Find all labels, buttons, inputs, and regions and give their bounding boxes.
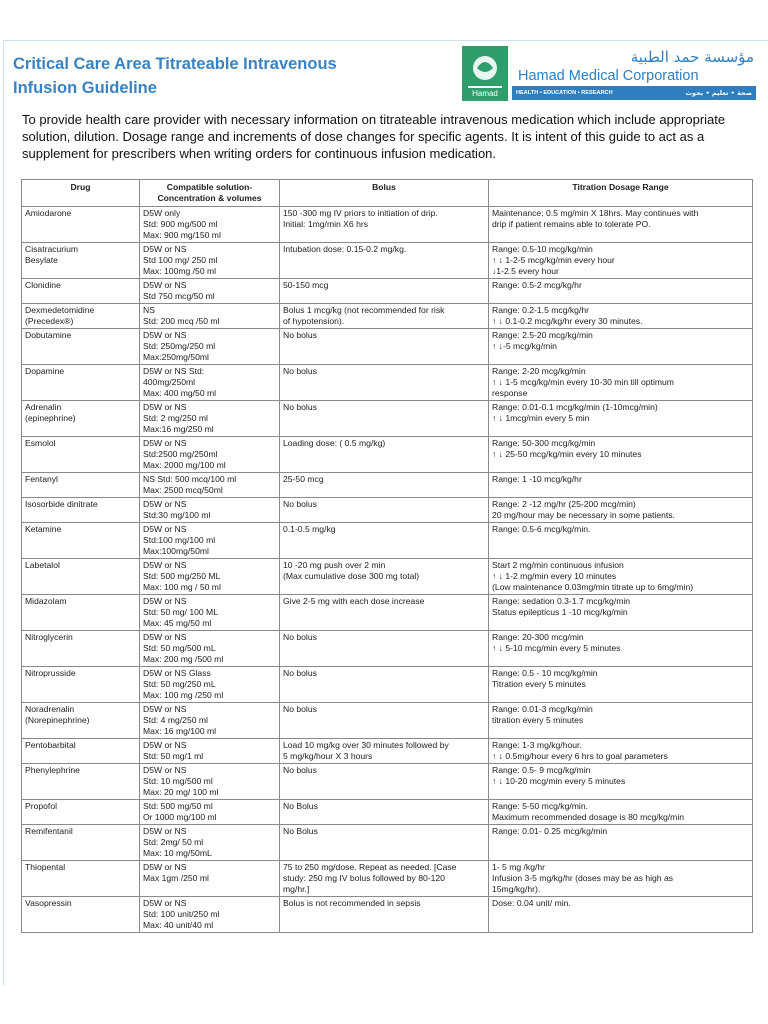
bolus-line: 50-150 mcg (283, 280, 329, 290)
bolus-line: 10 -20 mg push over 2 min (283, 560, 386, 570)
table-row (22, 329, 753, 365)
drug-cell (22, 437, 140, 473)
drug-line: (Precedex®) (25, 316, 74, 326)
solution-line: D5W or NS (143, 438, 187, 448)
titration-line: Start 2 mg/min continuous infusion (492, 560, 624, 570)
bolus-cell (280, 739, 489, 764)
titration-cell (489, 800, 753, 825)
titration-line: Range: 0.5-6 mcg/kg/min. (492, 524, 591, 534)
titration-cell (489, 764, 753, 800)
solution-line: Max: 16 mg/100 ml (143, 726, 217, 736)
bolus-cell (280, 437, 489, 473)
bolus-line: No bolus (283, 366, 317, 376)
solution-cell (140, 800, 280, 825)
titration-line: Range: 0.5-2 mcg/kg/hr (492, 280, 582, 290)
solution-line: Std: 500 mg/50 ml (143, 801, 213, 811)
infusion-table (21, 179, 753, 933)
solution-line: Max: 2500 mcq/50ml (143, 485, 223, 495)
titration-cell (489, 473, 753, 498)
logo-english-name: Hamad Medical Corporation (518, 68, 699, 84)
titration-cell (489, 365, 753, 401)
titration-line: Status epilepticus 1 -10 mcg/kg/min (492, 607, 628, 617)
solution-line: D5W or NS Std: (143, 366, 205, 376)
drug-line: Noradrenalin (25, 704, 75, 714)
table-body (22, 207, 753, 933)
header-bolus: Bolus (280, 180, 489, 207)
bolus-line: No bolus (283, 632, 317, 642)
drug-line: Remifentanil (25, 826, 73, 836)
solution-line: NS Std: 500 mcq/100 ml (143, 474, 237, 484)
bolus-line: study: 250 mg IV bolus followed by 80-120 (283, 873, 445, 883)
solution-line: 400mg/250ml (143, 377, 196, 387)
solution-line: Std: 200 mcq /50 ml (143, 316, 220, 326)
table-row (22, 243, 753, 279)
solution-line: D5W or NS (143, 704, 187, 714)
solution-line: D5W or NS (143, 826, 187, 836)
solution-cell (140, 401, 280, 437)
drug-cell (22, 365, 140, 401)
titration-line: Dose: 0.04 unit/ min. (492, 898, 571, 908)
title-line-1: Critical Care Area Titrateable Intravenous (13, 55, 337, 73)
drug-line: (epinephrine) (25, 413, 76, 423)
titration-line: ↑ ↓-5 mcg/kg/min (492, 341, 557, 351)
solution-line: Std: 500 mg/250 ML (143, 571, 221, 581)
solution-line: Max:100mg/50ml (143, 546, 209, 556)
solution-line: D5W or NS Glass (143, 668, 211, 678)
drug-line: Amiodarone (25, 208, 72, 218)
bolus-cell (280, 498, 489, 523)
bolus-line: 25-50 mcg (283, 474, 324, 484)
bolus-line: 0.1-0.5 mg/kg (283, 524, 336, 534)
solution-line: D5W or NS (143, 632, 187, 642)
titration-cell (489, 437, 753, 473)
drug-cell (22, 559, 140, 595)
drug-line: Nitroglycerin (25, 632, 73, 642)
bolus-line: No Bolus (283, 801, 318, 811)
titration-line: Infusion 3-5 mg/kg/hr (doses may be as high as (492, 873, 674, 883)
solution-cell (140, 207, 280, 243)
bolus-cell (280, 365, 489, 401)
solution-cell (140, 523, 280, 559)
bolus-line: Load 10 mg/kg over 30 minutes followed by (283, 740, 449, 750)
solution-line: Max: 20 mg/ 100 ml (143, 787, 219, 797)
solution-line: D5W or NS (143, 280, 187, 290)
table-row (22, 595, 753, 631)
hamad-logo (462, 46, 756, 101)
titration-cell (489, 595, 753, 631)
table-row (22, 897, 753, 933)
titration-line: ↓1-2.5 every hour (492, 266, 559, 276)
bolus-line: Initial: 1mg/min X6 hrs (283, 219, 369, 229)
solution-line: D5W or NS (143, 330, 187, 340)
titration-line: 1- 5 mg /kg/hr (492, 862, 546, 872)
titration-line: Range: 0.2-1.5 mcg/kg/hr (492, 305, 589, 315)
titration-line: ↑ ↓ 1-2-5 mcg/kg/min every hour (492, 255, 615, 265)
bolus-cell (280, 825, 489, 861)
solution-line: NS (143, 305, 155, 315)
solution-line: Std: 2 mg/250 ml (143, 413, 208, 423)
solution-line: D5W or NS (143, 596, 187, 606)
drug-cell (22, 523, 140, 559)
titration-line: Range: 20-300 mcg/min (492, 632, 584, 642)
solution-line: Std: 50 mg/ 100 ML (143, 607, 218, 617)
table-row (22, 498, 753, 523)
titration-line: ↑ ↓ 25-50 mcg/kg/min every 10 minutes (492, 449, 642, 459)
solution-line: Max: 100mg /50 ml (143, 266, 217, 276)
bolus-cell (280, 329, 489, 365)
bolus-line: No bolus (283, 668, 317, 678)
hamad-emblem-icon (462, 46, 508, 101)
solution-cell (140, 329, 280, 365)
drug-line: Esmolol (25, 438, 56, 448)
solution-line: Max: 200 mg /500 ml (143, 654, 224, 664)
header-drug: Drug (22, 180, 140, 207)
solution-cell (140, 667, 280, 703)
bolus-line: (Max cumulative dose 300 mg total) (283, 571, 420, 581)
table-row (22, 764, 753, 800)
drug-cell (22, 595, 140, 631)
bolus-line: No bolus (283, 330, 317, 340)
solution-line: Std: 900 mg/500 ml (143, 219, 218, 229)
drug-cell (22, 243, 140, 279)
titration-line: ↑ ↓ 1-5 mcg/kg/min every 10-30 min till optimum (492, 377, 674, 387)
solution-cell (140, 304, 280, 329)
titration-cell (489, 861, 753, 897)
drug-cell (22, 897, 140, 933)
solution-cell (140, 703, 280, 739)
bolus-line: 5 mg/kg/hour X 3 hours (283, 751, 373, 761)
title-line-2: Infusion Guideline (13, 79, 157, 97)
table-header-row (22, 180, 753, 207)
drug-line: Adrenalin (25, 402, 62, 412)
solution-line: Std:30 mg/100 ml (143, 510, 211, 520)
solution-line: Std: 2mg/ 50 ml (143, 837, 204, 847)
bolus-line: Give 2-5 mg with each dose increase (283, 596, 425, 606)
titration-line: ↑ ↓ 0.1-0.2 mcg/kg/hr every 30 minutes. (492, 316, 643, 326)
solution-line: Std: 250mg/250 ml (143, 341, 216, 351)
bolus-cell (280, 861, 489, 897)
bolus-line: No bolus (283, 499, 317, 509)
titration-line: Maximum recommended dosage is 80 mcg/kg/min (492, 812, 685, 822)
titration-cell (489, 667, 753, 703)
drug-cell (22, 667, 140, 703)
titration-line: ↑ ↓ 0.5mg/hour every 6 hrs to goal parameters (492, 751, 668, 761)
solution-line: Max: 2000 mg/100 ml (143, 460, 226, 470)
titration-cell (489, 279, 753, 304)
bolus-line: Bolus 1 mcg/kg (not recommended for risk (283, 305, 445, 315)
titration-line: ↑ ↓ 1-2 mg/min every 10 minutes (492, 571, 617, 581)
table-row (22, 825, 753, 861)
solution-cell (140, 861, 280, 897)
bolus-line: No bolus (283, 765, 317, 775)
drug-line: Fentanyl (25, 474, 58, 484)
bolus-cell (280, 559, 489, 595)
header-solution (140, 180, 280, 207)
solution-line: Std 100 mg/ 250 ml (143, 255, 218, 265)
bolus-cell (280, 667, 489, 703)
svg-text:Hamad: Hamad (472, 89, 498, 98)
drug-line: Midazolam (25, 596, 67, 606)
titration-line: Range: 0.01- 0.25 mcg/kg/min (492, 826, 608, 836)
drug-cell (22, 498, 140, 523)
solution-line: Max: 900 mg/150 ml (143, 230, 221, 240)
titration-line: Range: 1 -10 mcg/kg/hr (492, 474, 582, 484)
bolus-cell (280, 703, 489, 739)
drug-line: Vasopressin (25, 898, 72, 908)
bolus-line: No Bolus (283, 826, 318, 836)
solution-line: D5W or NS (143, 898, 187, 908)
bolus-cell (280, 243, 489, 279)
bolus-cell (280, 304, 489, 329)
solution-line: D5W or NS (143, 499, 187, 509)
bolus-cell (280, 897, 489, 933)
logo-tagline-arabic: صحة • تعليم • بحوث (685, 89, 752, 97)
solution-line: Max: 100 mg / 50 ml (143, 582, 221, 592)
solution-line: D5W or NS (143, 524, 187, 534)
solution-line: Std: 50 mg/1 ml (143, 751, 204, 761)
solution-cell (140, 739, 280, 764)
bolus-line: Bolus is not recommended in sepsis (283, 898, 421, 908)
solution-cell (140, 559, 280, 595)
table-row (22, 703, 753, 739)
solution-cell (140, 279, 280, 304)
drug-line: Nitroprusside (25, 668, 76, 678)
drug-line: Dexmedetomidine (25, 305, 95, 315)
bolus-cell (280, 401, 489, 437)
titration-cell (489, 304, 753, 329)
table-row (22, 437, 753, 473)
bolus-cell (280, 764, 489, 800)
table-row (22, 365, 753, 401)
drug-line: Propofol (25, 801, 58, 811)
solution-line: Std: 10 mg/500 ml (143, 776, 213, 786)
solution-line: Max: 40 unit/40 ml (143, 920, 214, 930)
drug-cell (22, 739, 140, 764)
table-row (22, 861, 753, 897)
table-row (22, 800, 753, 825)
bolus-line: 75 to 250 mg/dose. Repeat as needed. [Case (283, 862, 457, 872)
titration-line: titration every 5 minutes (492, 715, 584, 725)
titration-cell (489, 401, 753, 437)
titration-line: 15mg/kg/hr). (492, 884, 541, 894)
table-row (22, 739, 753, 764)
solution-line: Std:100 mg/100 ml (143, 535, 216, 545)
solution-line: Max 1gm /250 ml (143, 873, 209, 883)
bolus-line: Intubation dose: 0.15-0.2 mg/kg. (283, 244, 407, 254)
solution-line: D5W or NS (143, 560, 187, 570)
solution-line: Max: 400 mg/50 ml (143, 388, 217, 398)
bolus-line: No bolus (283, 704, 317, 714)
bolus-cell (280, 523, 489, 559)
table-row (22, 523, 753, 559)
solution-line: Std: 50 mg/500 mL (143, 643, 216, 653)
solution-line: Max:16 mg/250 ml (143, 424, 214, 434)
solution-line: Max: 100 mg /250 ml (143, 690, 224, 700)
bolus-line: Loading dose: ( 0.5 mg/kg) (283, 438, 386, 448)
titration-cell (489, 703, 753, 739)
titration-cell (489, 329, 753, 365)
solution-line: Std: 100 unit/250 ml (143, 909, 220, 919)
drug-cell (22, 764, 140, 800)
drug-cell (22, 329, 140, 365)
drug-cell (22, 207, 140, 243)
bolus-cell (280, 800, 489, 825)
solution-line: Max: 45 mg/50 ml (143, 618, 212, 628)
solution-line: D5W or NS (143, 740, 187, 750)
table-row (22, 631, 753, 667)
bolus-line: of hypotension). (283, 316, 345, 326)
solution-line: D5W or NS (143, 862, 187, 872)
drug-cell (22, 825, 140, 861)
drug-cell (22, 401, 140, 437)
titration-cell (489, 739, 753, 764)
solution-line: Std: 50 mg/250 mL (143, 679, 216, 689)
titration-line: Range: 0.5 - 10 mcg/kg/min (492, 668, 598, 678)
solution-line: Max: 10 mg/50mL (143, 848, 212, 858)
solution-cell (140, 437, 280, 473)
solution-cell (140, 365, 280, 401)
drug-line: Phenylephrine (25, 765, 80, 775)
bolus-cell (280, 595, 489, 631)
titration-line: Range: 2.5-20 mcg/kg/min (492, 330, 593, 340)
titration-line: Range: 0.5-10 mcg/kg/min (492, 244, 593, 254)
bolus-line: mg/hr.] (283, 884, 310, 894)
titration-line: Maintenance: 0.5 mg/min X 18hrs. May continues with (492, 208, 699, 218)
drug-line: Dobutamine (25, 330, 72, 340)
solution-line: Std:2500 mg/250ml (143, 449, 218, 459)
titration-line: drip if patient remains able to tolerate PO. (492, 219, 651, 229)
table-row (22, 401, 753, 437)
drug-line: Isosorbide dinitrate (25, 499, 98, 509)
drug-cell (22, 861, 140, 897)
solution-line: D5W only (143, 208, 181, 218)
drug-line: Ketamine (25, 524, 62, 534)
solution-line: D5W or NS (143, 244, 187, 254)
solution-cell (140, 473, 280, 498)
solution-line: Max:250mg/50ml (143, 352, 209, 362)
titration-line: (Low maintenance 0.03mg/min titrate up to 6mg/min) (492, 582, 694, 592)
titration-line: Range: 2 -12 mg/hr (25-200 mcg/min) (492, 499, 636, 509)
bolus-cell (280, 473, 489, 498)
solution-line: Or 1000 mg/100 ml (143, 812, 217, 822)
solution-line: D5W or NS (143, 765, 187, 775)
drug-line: Thiopental (25, 862, 66, 872)
titration-line: Range: 0.5- 9 mcg/kg/min (492, 765, 591, 775)
titration-cell (489, 207, 753, 243)
drug-cell (22, 800, 140, 825)
solution-cell (140, 764, 280, 800)
logo-tagline: HEALTH • EDUCATION • RESEARCH (516, 90, 613, 96)
solution-cell (140, 243, 280, 279)
document-title (13, 52, 433, 100)
solution-cell (140, 631, 280, 667)
table-row (22, 667, 753, 703)
titration-line: Range: 50-300 mcg/kg/min (492, 438, 596, 448)
titration-cell (489, 498, 753, 523)
table-row (22, 304, 753, 329)
header-solution-line-2: Concentration & volumes (157, 193, 262, 203)
titration-cell (489, 243, 753, 279)
drug-line: Besylate (25, 255, 58, 265)
titration-cell (489, 631, 753, 667)
bolus-line: 150 -300 mg IV priors to initiation of drip. (283, 208, 438, 218)
solution-cell (140, 825, 280, 861)
titration-line: ↑ ↓ 10-20 mcg/min every 5 minutes (492, 776, 626, 786)
titration-line: Range: 2-20 mcg/kg/min (492, 366, 586, 376)
logo-arabic-name: مؤسسة حمد الطبية (630, 48, 754, 66)
drug-cell (22, 279, 140, 304)
titration-line: response (492, 388, 528, 398)
drug-line: Labetalol (25, 560, 60, 570)
header-titration: Titration Dosage Range (489, 180, 753, 207)
drug-cell (22, 304, 140, 329)
titration-line: Range: sedation 0.3-1.7 mcg/kg/min (492, 596, 631, 606)
bolus-cell (280, 207, 489, 243)
titration-line: ↑ ↓ 5-10 mcg/min every 5 minutes (492, 643, 621, 653)
solution-cell (140, 595, 280, 631)
intro-paragraph: To provide health care provider with necessary information on titrateable intravenous medication which include appropriate solution, dilution. Dosage range and increments of dose changes for specific agents. It is intent of this guide to act as a supplement for prescribers when writing orders for continuous infusion medication. (22, 112, 726, 161)
titration-line: 20 mg/hour may be necessary in some patients. (492, 510, 675, 520)
drug-cell (22, 473, 140, 498)
bolus-cell (280, 279, 489, 304)
drug-cell (22, 703, 140, 739)
bolus-line: No bolus (283, 402, 317, 412)
table-row (22, 207, 753, 243)
solution-line: D5W or NS (143, 402, 187, 412)
drug-line: Pentobarbital (25, 740, 76, 750)
drug-line: Dopamine (25, 366, 65, 376)
titration-line: Titration every 5 minutes (492, 679, 586, 689)
logo-tagline-bar (512, 86, 756, 100)
table-row (22, 473, 753, 498)
titration-line: Range: 0.01-3 mcg/kg/min (492, 704, 593, 714)
table-row (22, 279, 753, 304)
titration-line: Range: 0.01-0.1 mcg/kg/min (1-10mcg/min) (492, 402, 658, 412)
bolus-cell (280, 631, 489, 667)
drug-line: (Norepinephrine) (25, 715, 90, 725)
solution-line: Std 750 mcg/50 ml (143, 291, 215, 301)
solution-cell (140, 897, 280, 933)
titration-cell (489, 825, 753, 861)
table-row (22, 559, 753, 595)
titration-line: Range: 1-3 mg/kg/hour. (492, 740, 582, 750)
titration-cell (489, 559, 753, 595)
drug-cell (22, 631, 140, 667)
titration-cell (489, 897, 753, 933)
drug-line: Cisatracurium (25, 244, 79, 254)
titration-cell (489, 523, 753, 559)
titration-line: Range: 5-50 mcg/kg/min. (492, 801, 589, 811)
solution-line: Std: 4 mg/250 ml (143, 715, 208, 725)
header-solution-line-1: Compatible solution- (166, 182, 253, 192)
titration-line: ↑ ↓ 1mcg/min every 5 min (492, 413, 590, 423)
solution-cell (140, 498, 280, 523)
drug-line: Clonidine (25, 280, 61, 290)
